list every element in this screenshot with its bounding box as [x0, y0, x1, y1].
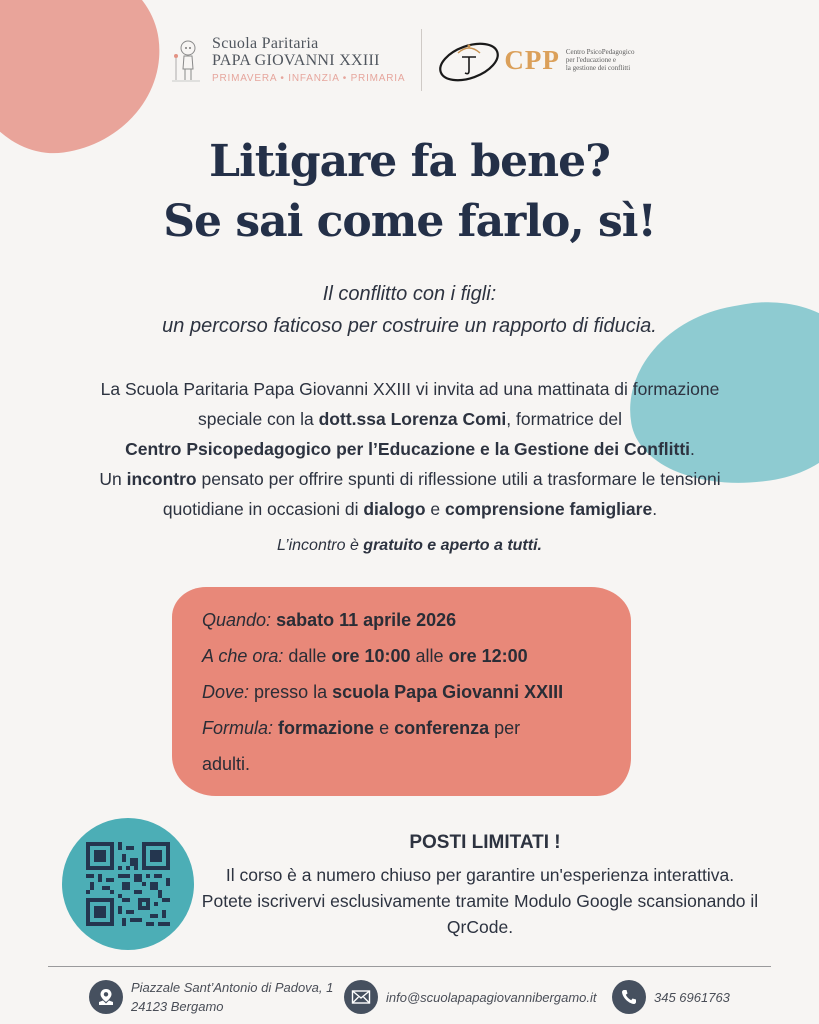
- phone-icon: [612, 980, 646, 1014]
- format-a: formazione: [278, 718, 375, 738]
- school-name-line2: PAPA GIOVANNI XXIII: [212, 52, 380, 69]
- free-note-bold: gratuito e aperto a tutti.: [363, 537, 542, 554]
- school-logo: [170, 36, 405, 84]
- email-link[interactable]: info@scuolapapagiovannibergamo.it: [386, 989, 597, 1005]
- address-line2: 24123 Bergamo: [131, 999, 224, 1014]
- cpp-desc-line3: la gestione dei conflitti: [565, 64, 631, 73]
- format-suffix2: adulti.: [202, 754, 251, 774]
- intro-text: , formatrice del: [506, 409, 623, 429]
- speaker-name: dott.ssa Lorenza Comi: [318, 409, 507, 429]
- child-mascot-icon: [170, 36, 202, 84]
- format-suffix: per: [494, 718, 521, 738]
- intro-text: pensato per offrire spunti di riflessione utili a trasformare le tensioni quotidiane in occasioni di: [162, 469, 721, 519]
- intro-text: Un: [99, 469, 127, 489]
- intro-bold: incontro: [126, 469, 197, 489]
- time-from: ore 10:00: [331, 646, 411, 666]
- location-pin-icon: [89, 980, 123, 1014]
- subtitle-line1: Il conflitto con i figli:: [322, 283, 497, 305]
- footer-divider: [48, 966, 771, 967]
- where-label: Dove:: [202, 682, 250, 702]
- event-when: [202, 602, 631, 638]
- organization-name: Centro Psicopedagogico per l’Educazione e la Gestione dei Conflitti: [125, 439, 691, 459]
- school-tagline: PRIMAVERA • INFANZIA • PRIMARIA: [212, 73, 406, 84]
- where-prefix: presso la: [254, 682, 328, 702]
- time-word: dalle: [288, 646, 327, 666]
- envelope-icon: [344, 980, 378, 1014]
- event-info-box: [172, 587, 631, 796]
- intro-paragraph: [90, 374, 730, 524]
- where-value: scuola Papa Giovanni XXIII: [332, 682, 564, 702]
- contact-phone[interactable]: [612, 980, 730, 1014]
- limited-seats-text: Il corso è a numero chiuso per garantire un'esperienza interattiva. Potete iscrivervi esclusivamente tramite Modulo Google scansionando il QrCode.: [201, 865, 759, 937]
- page-title: [0, 132, 819, 252]
- free-entry-note: [0, 537, 819, 555]
- qr-code-icon[interactable]: [86, 842, 170, 926]
- format-b: conferenza: [394, 718, 490, 738]
- format-label: Formula:: [202, 718, 274, 738]
- limited-seats-title: POSTI LIMITATI !: [409, 832, 561, 853]
- event-format: [202, 710, 631, 746]
- title-line2: Se sai come farlo, sì!: [163, 196, 656, 247]
- header-divider: [421, 29, 422, 91]
- time-word: alle: [415, 646, 444, 666]
- address-line1: Piazzale Sant’Antonio di Padova, 1: [131, 980, 334, 995]
- cpp-desc-line1: Centro PsicoPedagogico: [565, 47, 635, 56]
- cpp-description: [566, 48, 635, 72]
- intro-text: La Scuola Paritaria Papa Giovanni XXIII vi invita ad una mattinata di formazione speciale con la: [100, 379, 720, 429]
- contact-address: [89, 978, 333, 1016]
- header-logos: [170, 28, 650, 92]
- subtitle: [0, 278, 819, 342]
- intro-bold: dialogo: [363, 499, 426, 519]
- intro-text: .: [652, 499, 658, 519]
- event-where: [202, 674, 631, 710]
- cpp-emblem-icon: [436, 37, 502, 83]
- event-format-cont: [202, 746, 631, 782]
- intro-text: .: [690, 439, 695, 459]
- qr-code-circle[interactable]: [62, 818, 194, 950]
- subtitle-line2: un percorso faticoso per costruire un rapporto di fiducia.: [162, 315, 657, 337]
- when-label: Quando:: [202, 610, 272, 630]
- when-value: sabato 11 aprile 2026: [276, 610, 457, 630]
- intro-bold: comprensione famigliare: [445, 499, 653, 519]
- free-note-prefix: L’incontro è: [277, 537, 364, 554]
- time-to: ore 12:00: [448, 646, 528, 666]
- time-label: A che ora:: [202, 646, 284, 666]
- phone-number[interactable]: 345 6961763: [654, 989, 730, 1005]
- school-name-line1: Scuola Paritaria: [212, 35, 319, 52]
- event-time: [202, 638, 631, 674]
- cpp-acronym: CPP: [504, 44, 560, 75]
- intro-text: e: [425, 499, 446, 519]
- cpp-desc-line2: per l'educazione e: [565, 55, 617, 64]
- contact-email[interactable]: [344, 980, 597, 1014]
- format-and: e: [379, 718, 390, 738]
- cpp-logo: [436, 37, 634, 83]
- title-line1: Litigare fa bene?: [209, 136, 610, 187]
